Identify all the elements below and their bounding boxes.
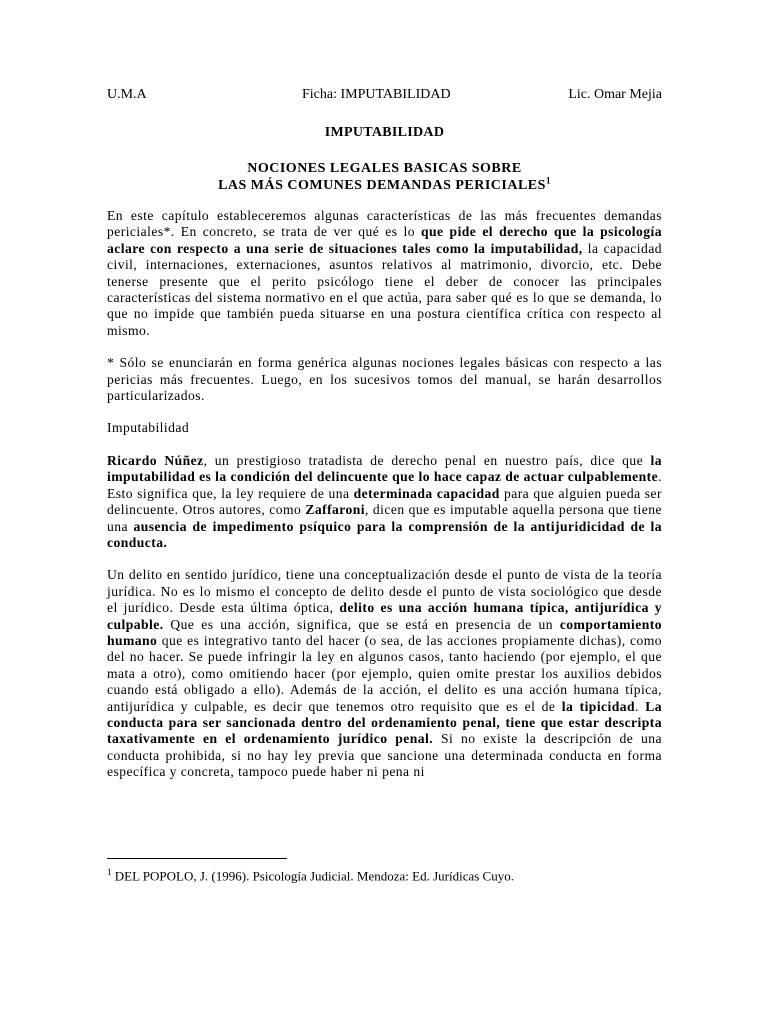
bold-run: delito es una acción humana típica, antijurídica y culpable.	[107, 600, 662, 632]
header-topic: Ficha: IMPUTABILIDAD	[302, 87, 451, 102]
document-subtitle	[107, 160, 662, 194]
footnote-reference: 1	[545, 175, 551, 186]
subtitle-line-2	[107, 177, 662, 194]
text-run: Que es una acción, significa, que se está en presencia de un	[163, 616, 560, 632]
header-author: Lic. Omar Mejia	[568, 87, 662, 102]
bold-run: la imputabilidad es la condición del delincuente que lo hace capaz de actuar culpablemente	[107, 452, 662, 485]
text-run: para que alguien pueda ser delincuente. Otros autores, como	[107, 485, 662, 518]
text-run: Si no existe la descripción de una conducta prohibida, si no hay ley previa que sancione una determinada conducta en forma específica y concreta, tampoco puede haber ni pena ni	[107, 731, 663, 780]
paragraph-note: * Sólo se enunciarán en forma genérica algunas nociones legales básicas con respecto a las pericias más frecuentes. Luego, en los sucesivos tomos del manual, se harán desarrollos particularizados.	[107, 355, 662, 404]
footnote-divider	[107, 858, 287, 859]
bold-run: ausencia de impedimento psíquico para la comprensión de la antijuridicidad de la conducta.	[107, 518, 662, 550]
bold-run: que pide el derecho que la psicología aclare con respecto a una serie de situaciones tales como la imputabilidad,	[107, 224, 663, 256]
document-title: IMPUTABILIDAD	[324, 125, 445, 140]
text-run: .	[635, 698, 646, 714]
text-run: Un delito en sentido jurídico, tiene una conceptualización desde el punto de vista de la teoría jurídica. No es lo mismo el concepto de delito desde el punto de vista sociológico que desde el jurídico. Desde esta última óptica,	[107, 567, 662, 616]
paragraph-delito	[107, 567, 662, 780]
subtitle-line-1: NOCIONES LEGALES BASICAS SOBRE	[247, 161, 522, 176]
section-heading: Imputabilidad	[107, 420, 190, 436]
bold-run: La conducta para ser sancionada dentro del ordenamiento penal, tiene que estar descripta taxativamente en el ordenamiento jurídico penal.	[107, 698, 663, 747]
bold-run: determinada capacidad	[353, 485, 500, 501]
text-run: . Esto significa que, la ley requiere de una	[107, 469, 662, 501]
text-run: , dicen que es imputable aquella persona que tiene una	[107, 502, 662, 534]
bold-run: la tipicidad	[561, 698, 636, 714]
text-run: la capacidad civil, internaciones, externaciones, asuntos relativos al matrimonio, divorcio, etc. Debe tenerse presente que el perito psicólogo tiene el deber de conocer las principales características del sistema normativo en el que actúa, para saber qué es lo que se demanda, lo que no impide que también pueda situarse en una postura científica crítica con respecto al mismo.	[107, 240, 662, 338]
bold-run: comportamiento humano	[107, 616, 662, 648]
text-run: En este capítulo estableceremos algunas características de las más frecuentes demandas periciales*. En concreto, se trata de ver qué es lo	[107, 208, 662, 240]
header-institution: U.M.A	[107, 87, 147, 102]
text-run: que es integrativo tanto del hacer (o sea, de las acciones propiamente dichas), como del no hacer. Se puede infringir la ley en algunos casos, tanto haciendo (por ejemplo, el que mata a otro), como omitiendo hacer (por ejemplo, quien omite prestar los auxilios debidos cuando está obligado a ello). Además de la acción, el delito es una acción humana típica, antijurídica y culpable, es decir que tenemos otro requisito que es el de	[107, 632, 662, 714]
text-run: , un prestigioso tratadista de derecho penal en nuestro país, dice que	[203, 452, 651, 468]
subtitle-line-2-text: LAS MÁS COMUNES DEMANDAS PERICIALES	[218, 178, 546, 193]
paragraph-imputabilidad	[107, 453, 662, 551]
footnote-number: 1	[107, 867, 112, 877]
bold-run: Ricardo Núñez	[107, 452, 204, 468]
footnote-text: DEL POPOLO, J. (1996). Psicología Judicial. Mendoza: Ed. Jurídicas Cuyo.	[111, 868, 514, 884]
footnote	[107, 864, 662, 884]
document-body	[107, 208, 662, 797]
paragraph-intro	[107, 208, 662, 339]
bold-run: Zaffaroni	[305, 502, 366, 518]
